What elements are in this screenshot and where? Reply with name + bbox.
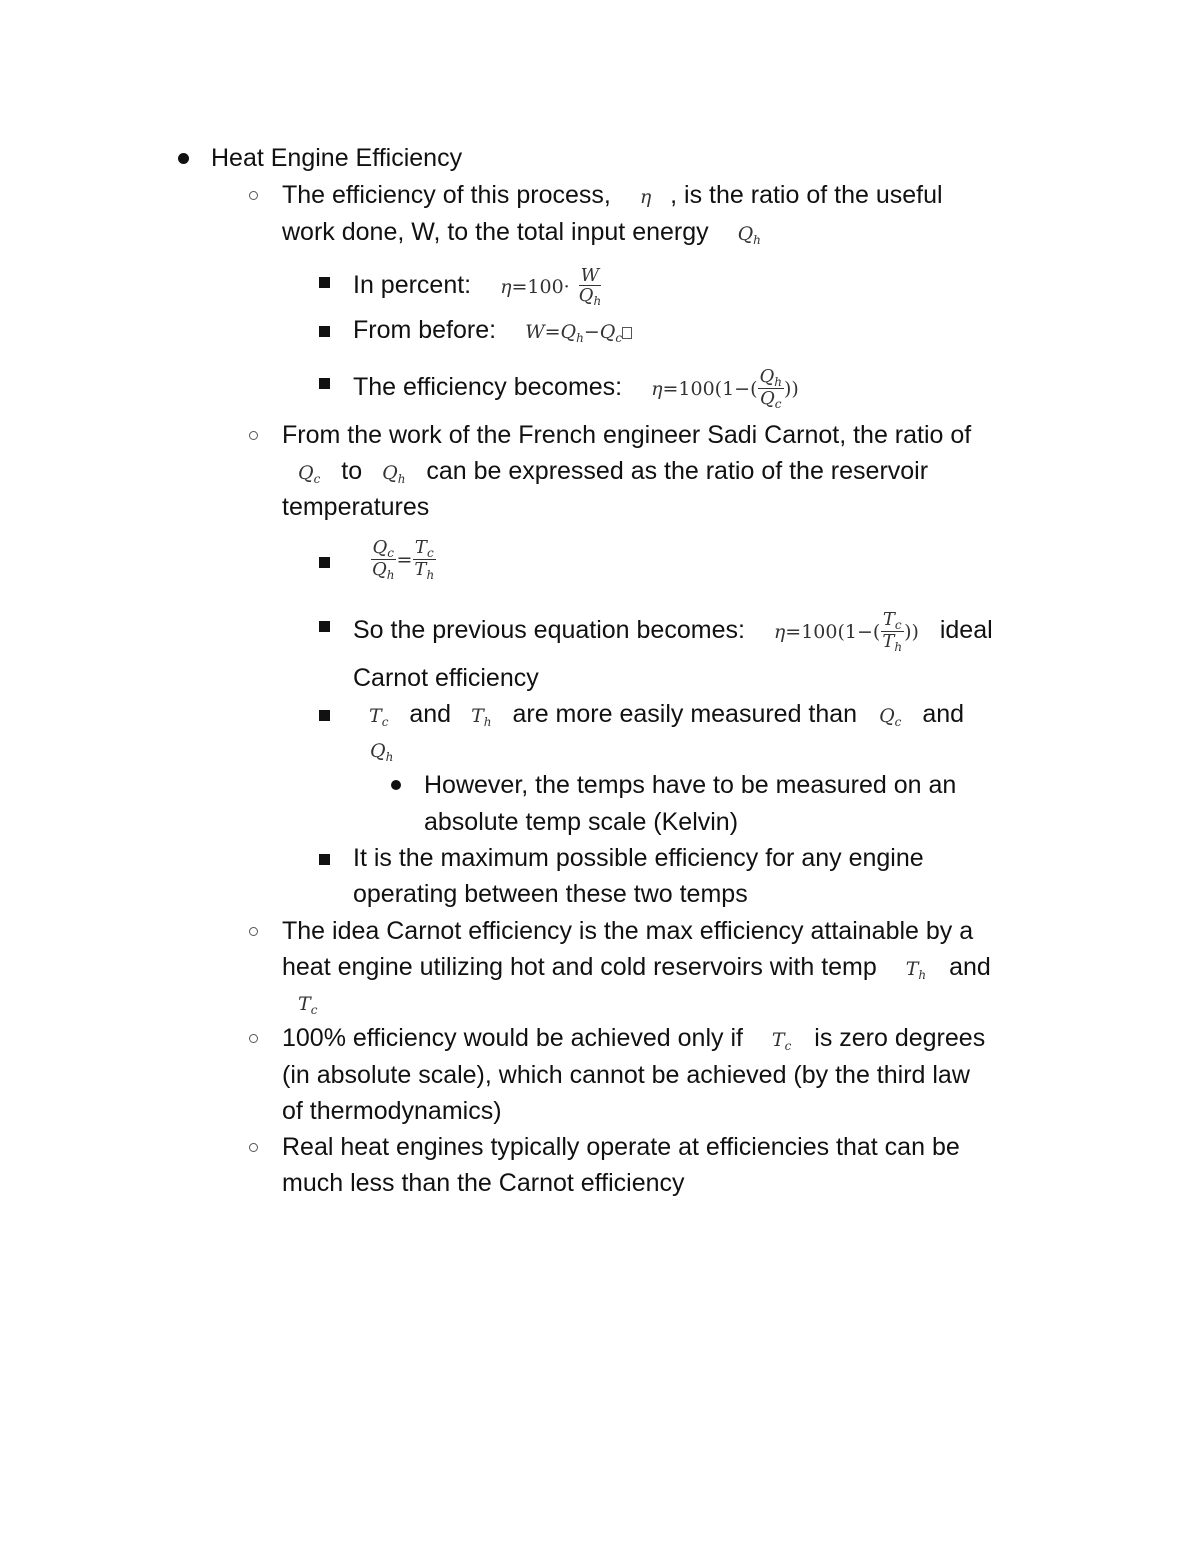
text-segment: work done, W, to the total input energy [282, 218, 709, 246]
fraction-numerator: W [580, 265, 600, 286]
fraction-denominator: $Q_c$ [760, 388, 782, 411]
eta-symbol: η [639, 186, 652, 208]
bullet-square [319, 277, 330, 288]
bullet-square [319, 621, 330, 632]
measured-line-2 [370, 734, 393, 768]
text-segment: The efficiency of this process, [282, 181, 611, 209]
math-rparen: )) [784, 378, 799, 401]
bullet-square [319, 378, 330, 389]
carnot-line-1: From the work of the French engineer Sadi Carnot, the ratio of [282, 421, 972, 449]
math-minus: − [583, 321, 600, 343]
bullet-circle [249, 1143, 258, 1152]
math-100: 100 [678, 378, 715, 401]
measured-line-1 [353, 699, 964, 733]
math-Qh: $Q_h$ [560, 321, 584, 345]
hundred-line-2: (in absolute scale), which cannot be achieved (by the third law [282, 1061, 970, 1089]
fraction-numerator: $T_c$ [882, 609, 902, 632]
text-segment: and [949, 953, 991, 981]
math-eq: = [785, 621, 802, 644]
text-segment: and [409, 700, 452, 728]
math-Tc: $T_c$ [298, 993, 318, 1017]
efficiency-line-2 [282, 217, 761, 251]
math-Tc: $T_c$ [771, 1029, 792, 1053]
bullet-dot [391, 780, 401, 790]
bullet-square [319, 557, 330, 568]
efficiency-becomes-line [353, 367, 799, 410]
placeholder-box-icon [622, 327, 632, 339]
idea-line-3 [298, 987, 317, 1021]
math-1: 1 [722, 378, 735, 401]
bullet-square [319, 326, 330, 337]
maximum-line-2: operating between these two temps [353, 880, 748, 908]
text-segment: , is the ratio of the useful [670, 181, 943, 209]
hundred-line-1 [282, 1023, 985, 1057]
real-line-1: Real heat engines typically operate at efficiencies that can be [282, 1133, 960, 1161]
math-lparen: ( [714, 378, 723, 401]
math-W: W [525, 321, 545, 343]
math-lparen: ( [872, 621, 881, 644]
fraction-denominator: $Q_h$ [372, 558, 395, 582]
math-eq: = [511, 276, 528, 299]
bullet-square [319, 710, 330, 721]
fraction-numerator: $Q_c$ [372, 536, 394, 560]
math-eq: = [662, 378, 679, 401]
math-eta: η [773, 621, 786, 644]
efficiency-becomes-label: The efficiency becomes: [353, 373, 623, 402]
from-before-line [353, 315, 632, 349]
idea-line-2 [282, 952, 991, 986]
math-minus: − [856, 621, 873, 644]
text-segment: heat engine utilizing hot and cold reservoirs with temp [282, 953, 877, 981]
math-Qc: $Q_c$ [599, 321, 623, 345]
real-line-2: much less than the Carnot efficiency [282, 1169, 685, 1197]
carnot-line-3: temperatures [282, 493, 430, 521]
fraction-denominator: $T_h$ [882, 631, 903, 654]
fraction-Qh-over-Qc [758, 367, 785, 410]
fraction-Tc-over-Th [880, 610, 904, 653]
math-dot: · [563, 276, 570, 299]
text-segment: 100% efficiency would be achieved only if [282, 1024, 743, 1052]
math-eta: η [651, 378, 663, 401]
math-100: 100 [527, 276, 564, 299]
however-line-1: However, the temps have to be measured on an [424, 771, 957, 799]
math-Qh: $Q_h$ [382, 462, 406, 486]
bullet-circle [249, 1034, 258, 1043]
math-Th: $T_h$ [905, 958, 927, 982]
math-1: 1 [844, 621, 857, 644]
ideal-carnot-continuation: Carnot efficiency [353, 664, 539, 692]
math-eq: = [544, 321, 561, 343]
bullet-circle [249, 191, 258, 200]
fraction-W-over-Qh [577, 266, 604, 307]
ratio-equation [370, 528, 436, 590]
text-segment: ideal [939, 616, 993, 645]
previous-equation-line [353, 610, 993, 653]
maximum-line-1: It is the maximum possible efficiency for any engine [353, 844, 924, 872]
math-Qh: $Q_h$ [737, 223, 761, 247]
from-before-label: From before: [353, 316, 497, 344]
text-segment: to [341, 457, 363, 485]
fraction-denominator: $Q_h$ [578, 285, 602, 308]
fraction-denominator: $T_h$ [414, 558, 435, 582]
efficiency-line-1 [282, 180, 943, 212]
math-eq: = [396, 549, 413, 571]
carnot-line-2 [282, 456, 928, 490]
text-segment: can be expressed as the ratio of the reservoir [426, 457, 929, 485]
idea-line-1: The idea Carnot efficiency is the max efficiency attainable by a [282, 917, 974, 945]
fraction-Qc-over-Qh [370, 538, 397, 581]
hundred-line-3: of thermodynamics) [282, 1097, 502, 1125]
math-Qh: $Q_h$ [370, 740, 394, 764]
heading-heat-engine-efficiency: Heat Engine Efficiency [211, 144, 463, 172]
math-minus: − [734, 378, 751, 401]
bullet-square [319, 854, 330, 865]
previous-equation-label: So the previous equation becomes: [353, 616, 745, 645]
math-lparen: ( [750, 378, 758, 401]
math-rparen: )) [904, 621, 919, 644]
math-lparen: ( [837, 621, 845, 644]
math-Qc: $Q_c$ [298, 462, 321, 486]
math-100: 100 [801, 621, 838, 644]
text-segment: are more easily measured than [512, 700, 858, 728]
in-percent-line [353, 266, 603, 307]
text-segment: is zero degrees [814, 1024, 986, 1052]
math-eta: η [500, 276, 512, 299]
fraction-Tc-over-Th [412, 538, 436, 581]
however-line-2: absolute temp scale (Kelvin) [424, 808, 739, 836]
in-percent-label: In percent: [353, 271, 472, 300]
fraction-numerator: $Q_h$ [759, 366, 783, 389]
fraction-numerator: $T_c$ [414, 536, 434, 560]
bullet-dot [178, 153, 189, 164]
math-Qc: $Q_c$ [879, 705, 902, 729]
bullet-circle [249, 927, 258, 936]
bullet-circle [249, 431, 258, 440]
math-Th: $T_h$ [471, 705, 492, 729]
math-Tc: $T_c$ [369, 705, 389, 729]
text-segment: and [922, 700, 965, 728]
